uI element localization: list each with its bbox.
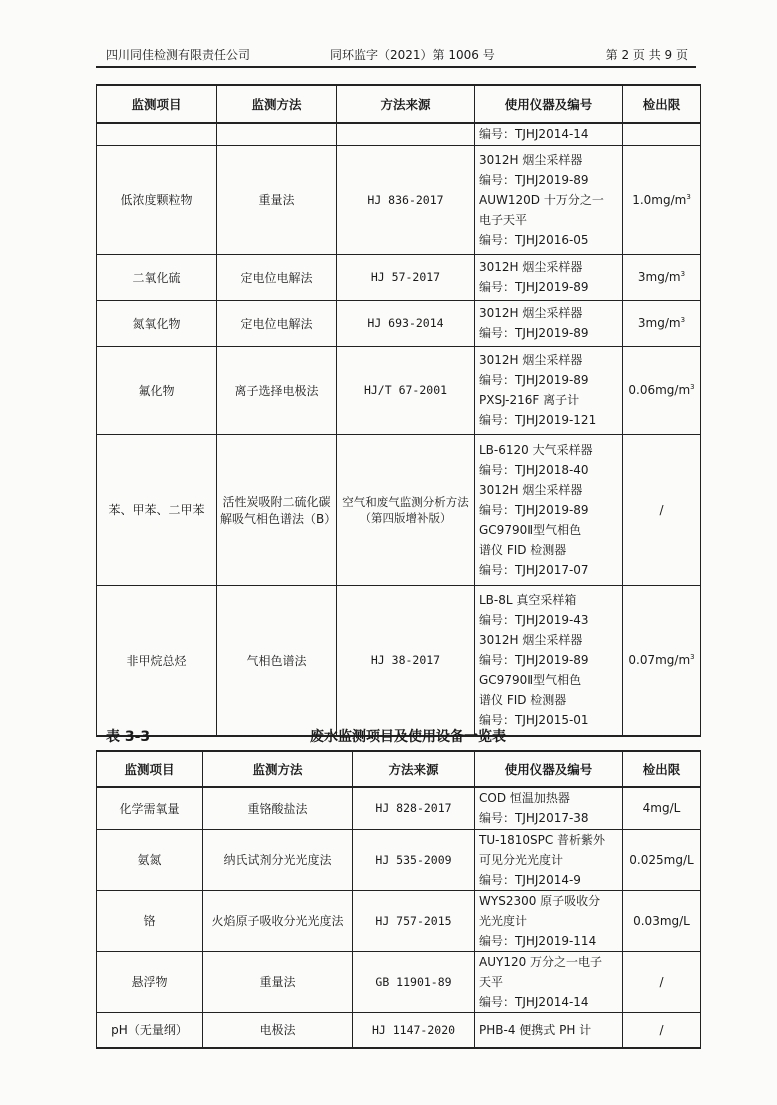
limit-value: 1.0mg/m [632, 192, 687, 207]
method-cell: 纳氏试剂分光光度法 [203, 829, 353, 890]
instrument-line: 编号：TJHJ2017-38 [479, 811, 589, 826]
source-cell [337, 123, 475, 145]
instrument-line: 编号：TJHJ2019-89 [479, 502, 589, 517]
limit-value: / [659, 502, 664, 517]
instrument-line: 编号：TJHJ2019-43 [479, 613, 589, 628]
instrument-cell [475, 1012, 623, 1048]
instrument-line: 编号：TJHJ2019-89 [479, 373, 589, 387]
instrument-line: 编号：TJHJ2014-14 [479, 127, 589, 142]
method-cell: 火焰原子吸收分光光度法 [203, 890, 353, 951]
table-header-row [97, 751, 701, 787]
col-header-limit: 检出限 [623, 85, 701, 123]
instrument-line: GC9790Ⅱ型气相色 [479, 522, 582, 537]
col-header-item: 监测项目 [97, 751, 203, 787]
instrument-line: PHB-4 便携式 PH 计 [479, 1022, 592, 1037]
limit-cell [623, 1012, 701, 1048]
limit-unit-exponent: 3 [680, 316, 686, 324]
method-cell: 电极法 [203, 1012, 353, 1048]
instrument-cell [475, 346, 623, 434]
page-header [96, 40, 696, 68]
col-header-instrument: 使用仪器及编号 [475, 751, 623, 787]
instrument-line: 光光度计 [479, 913, 528, 928]
instrument-line: 可见分光光度计 [479, 852, 564, 867]
source-cell: HJ 693-2014 [337, 300, 475, 346]
item-cell: 氮氧化物 [97, 300, 217, 346]
limit-unit-exponent: 3 [680, 270, 686, 278]
limit-value: / [659, 1022, 664, 1037]
instrument-cell [475, 123, 623, 145]
limit-value: 4mg/L [642, 801, 681, 816]
col-header-method: 监测方法 [217, 85, 337, 123]
instrument-line: 编号：TJHJ2017-07 [479, 562, 589, 577]
table-row [97, 145, 701, 254]
table-number: 表 3-3 [106, 729, 151, 745]
table-caption [96, 722, 700, 746]
item-cell [97, 123, 217, 145]
table-row [97, 787, 701, 829]
source-cell: HJ 38-2017 [337, 585, 475, 736]
source-cell: HJ 57-2017 [337, 254, 475, 300]
limit-cell [623, 300, 701, 346]
method-cell [217, 123, 337, 145]
limit-unit-exponent: 3 [690, 653, 695, 662]
method-cell: 重铬酸盐法 [203, 787, 353, 829]
method-cell: 气相色谱法 [217, 585, 337, 736]
table-row [97, 434, 701, 585]
limit-cell [623, 951, 701, 1012]
method-cell: 离子选择电极法 [217, 346, 337, 434]
page-indicator: 第 2 页 共 9 页 [605, 48, 688, 62]
source-cell: HJ 836-2017 [337, 145, 475, 254]
instrument-line: 3012H 烟尘采样器 [479, 353, 583, 367]
limit-value: 0.07mg/m [628, 653, 691, 668]
table-row [97, 300, 701, 346]
limit-value: 0.025mg/L [629, 852, 694, 867]
instrument-line: 3012H 烟尘采样器 [479, 306, 583, 320]
col-header-instrument: 使用仪器及编号 [475, 85, 623, 123]
limit-cell [623, 123, 701, 145]
instrument-cell [475, 585, 623, 736]
method-cell: 重量法 [217, 145, 337, 254]
instrument-cell [475, 434, 623, 585]
instrument-line: 3012H 烟尘采样器 [479, 152, 583, 167]
col-header-source: 方法来源 [353, 751, 475, 787]
source-cell: HJ 828-2017 [353, 787, 475, 829]
limit-unit-exponent: 3 [686, 192, 691, 201]
table-header-row [97, 85, 701, 123]
table-row [97, 123, 701, 145]
item-cell: 苯、甲苯、二甲苯 [97, 434, 217, 585]
instrument-line: 谱仪 FID 检测器 [479, 542, 567, 557]
source-cell: HJ/T 67-2001 [337, 346, 475, 434]
item-cell: 氟化物 [97, 346, 217, 434]
method-cell: 定电位电解法 [217, 300, 337, 346]
source-cell: GB 11901-89 [353, 951, 475, 1012]
limit-cell [623, 254, 701, 300]
instrument-line: 编号：TJHJ2019-121 [479, 413, 597, 427]
instrument-line: 3012H 烟尘采样器 [479, 633, 583, 648]
instrument-line: 谱仪 FID 检测器 [479, 693, 567, 708]
limit-cell [623, 585, 701, 736]
instrument-cell [475, 829, 623, 890]
instrument-line: 编号：TJHJ2016-05 [479, 232, 589, 247]
item-cell: 铬 [97, 890, 203, 951]
instrument-line: AUY120 万分之一电子 [479, 954, 603, 969]
instrument-cell [475, 145, 623, 254]
instrument-cell [475, 300, 623, 346]
instrument-line: AUW120D 十万分之一 [479, 192, 604, 207]
table-row [97, 829, 701, 890]
wastewater-table [96, 750, 701, 1049]
source-cell: 空气和废气监测分析方法（第四版增补版） [337, 434, 475, 585]
item-cell: 氨氮 [97, 829, 203, 890]
method-cell: 重量法 [203, 951, 353, 1012]
instrument-cell [475, 951, 623, 1012]
limit-cell [623, 787, 701, 829]
instrument-line: 编号：TJHJ2019-89 [479, 280, 589, 294]
limit-value: 3mg/m [637, 270, 681, 284]
source-cell: HJ 757-2015 [353, 890, 475, 951]
instrument-line: TU-1810SPC 普析紫外 [479, 832, 606, 847]
item-cell: 低浓度颗粒物 [97, 145, 217, 254]
source-cell: HJ 535-2009 [353, 829, 475, 890]
limit-cell [623, 346, 701, 434]
limit-value: 0.06mg/m [628, 383, 691, 397]
source-cell: HJ 1147-2020 [353, 1012, 475, 1048]
limit-value: 0.03mg/L [633, 913, 690, 928]
instrument-line: 天平 [479, 974, 504, 989]
instrument-line: WYS2300 原子吸收分 [479, 893, 601, 908]
item-cell: pH（无量纲） [97, 1012, 203, 1048]
document-number: 同环监字（2021）第 1006 号 [330, 48, 495, 62]
table-row [97, 951, 701, 1012]
table-row [97, 1012, 701, 1048]
instrument-line: 编号：TJHJ2014-9 [479, 872, 581, 887]
col-header-item: 监测项目 [97, 85, 217, 123]
method-cell: 活性炭吸附二硫化碳解吸气相色谱法（B） [217, 434, 337, 585]
table-row [97, 585, 701, 736]
limit-value: / [659, 974, 664, 989]
instrument-line: 3012H 烟尘采样器 [479, 482, 583, 497]
method-cell: 定电位电解法 [217, 254, 337, 300]
instrument-cell [475, 254, 623, 300]
instrument-line: 编号：TJHJ2019-89 [479, 653, 589, 668]
item-cell: 化学需氧量 [97, 787, 203, 829]
instrument-line: 编号：TJHJ2019-89 [479, 172, 589, 187]
table-row [97, 346, 701, 434]
limit-cell [623, 145, 701, 254]
instrument-line: 编号：TJHJ2019-114 [479, 933, 597, 948]
instrument-line: GC9790Ⅱ型气相色 [479, 673, 582, 688]
limit-unit-exponent: 3 [690, 383, 695, 391]
limit-cell [623, 434, 701, 585]
instrument-line: PXSJ-216F 离子计 [479, 393, 580, 407]
item-cell: 悬浮物 [97, 951, 203, 1012]
item-cell: 非甲烷总烃 [97, 585, 217, 736]
item-cell: 二氧化硫 [97, 254, 217, 300]
instrument-line: 编号：TJHJ2014-14 [479, 994, 589, 1009]
instrument-cell [475, 890, 623, 951]
instrument-line: 电子天平 [479, 212, 528, 227]
instrument-cell [475, 787, 623, 829]
instrument-line: 编号：TJHJ2019-89 [479, 326, 589, 340]
instrument-line: 编号：TJHJ2015-01 [479, 713, 589, 728]
table-title: 废水监测项目及使用设备一览表 [310, 729, 506, 745]
col-header-limit: 检出限 [623, 751, 701, 787]
instrument-line: 3012H 烟尘采样器 [479, 260, 583, 274]
exhaust-gas-table [96, 84, 701, 737]
table-row [97, 254, 701, 300]
limit-cell [623, 890, 701, 951]
col-header-source: 方法来源 [337, 85, 475, 123]
instrument-line: 编号：TJHJ2018-40 [479, 462, 589, 477]
instrument-line: LB-8L 真空采样箱 [479, 593, 577, 608]
instrument-line: COD 恒温加热器 [479, 791, 570, 806]
col-header-method: 监测方法 [203, 751, 353, 787]
company-name: 四川同佳检测有限责任公司 [106, 48, 251, 62]
exhaust-gas-table-body [97, 123, 701, 736]
limit-value: 3mg/m [637, 316, 681, 330]
table-row [97, 890, 701, 951]
limit-cell [623, 829, 701, 890]
wastewater-table-body [97, 787, 701, 1048]
instrument-line: LB-6120 大气采样器 [479, 442, 593, 457]
